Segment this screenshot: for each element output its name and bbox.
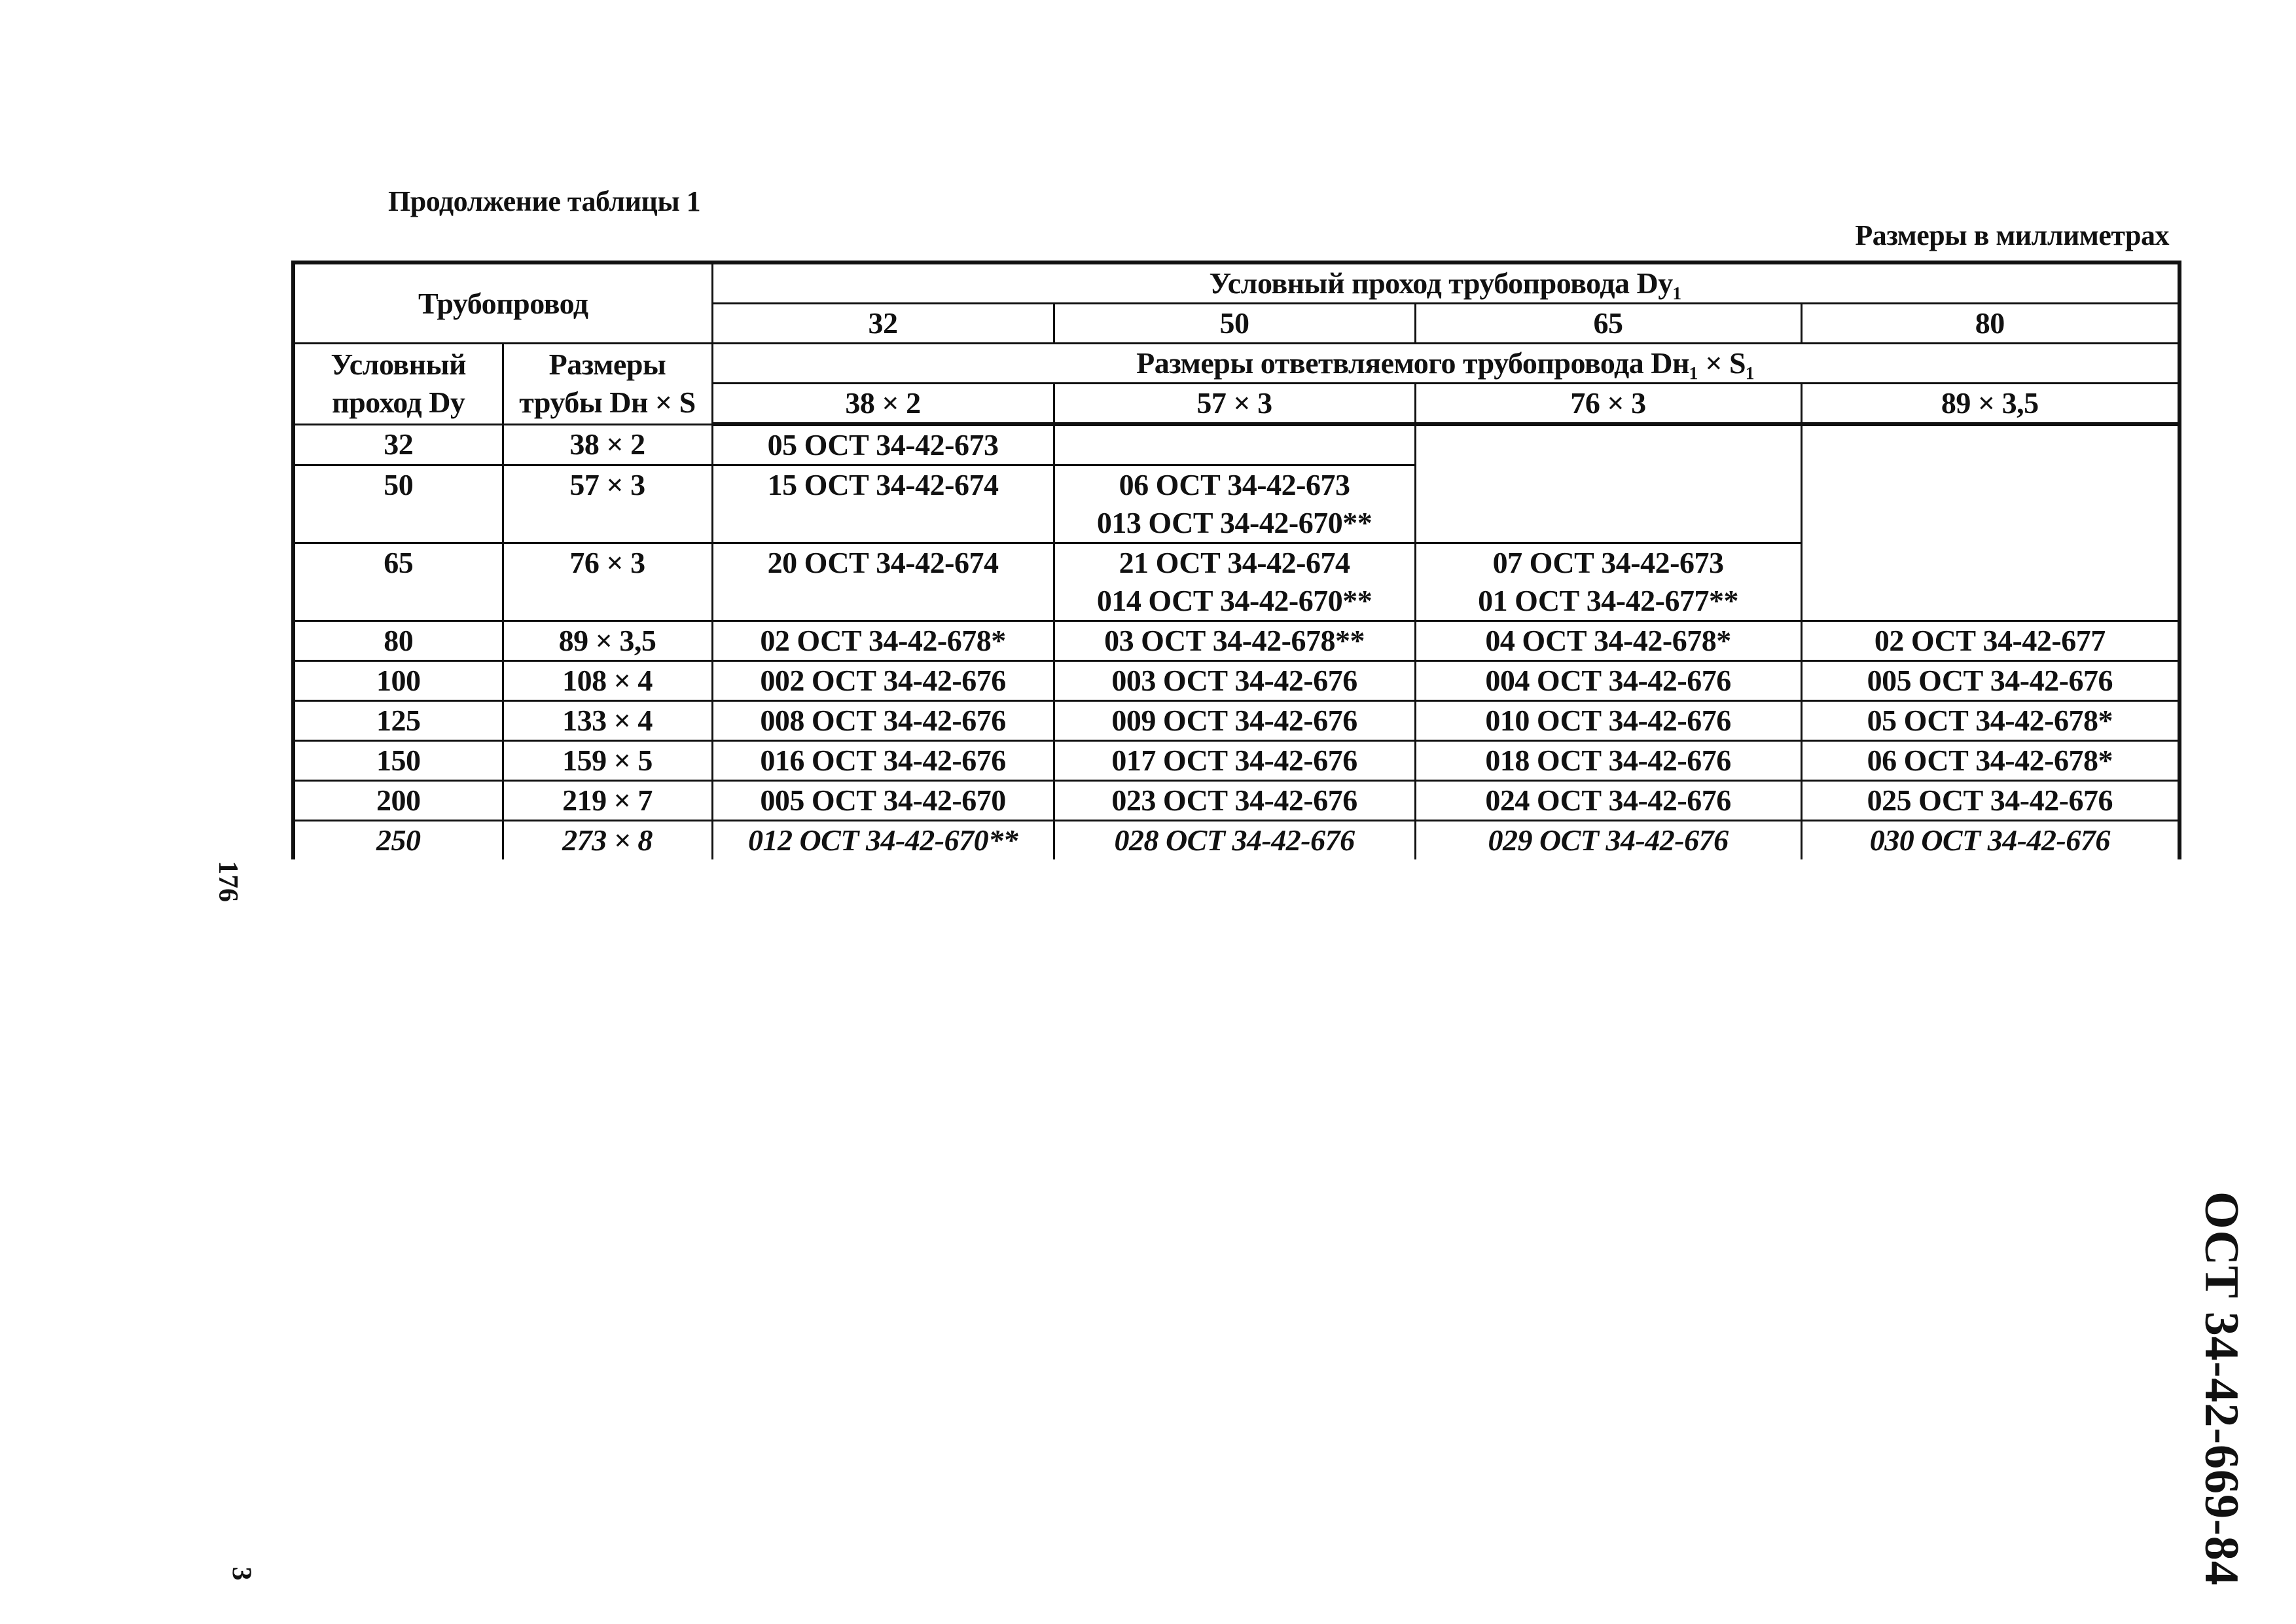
branch-size-header: 89 × 3,5 [1801,384,2179,425]
dy-cell: 125 [293,701,503,741]
pipe-size-header-line: Размеры [548,348,666,382]
pipe-size-cell: 89 × 3,5 [503,621,712,661]
branch-size-header: 38 × 2 [712,384,1054,425]
fitting-cell: 028 ОСТ 34-42-676 [1054,821,1415,860]
table-row [293,621,2179,661]
page-number: 3 [226,1566,257,1581]
pipeline-header: Трубопровод [293,262,712,344]
fitting-code: 05 ОСТ 34-42-673 [767,428,999,461]
header-row-1 [293,262,2179,304]
dy1-value-header: 32 [712,304,1054,344]
empty-cell [1801,424,2179,621]
fitting-cell: 008 ОСТ 34-42-676 [712,701,1054,741]
pipe-size-cell: 159 × 5 [503,741,712,781]
pipe-size-cell: 273 × 8 [503,821,712,860]
dy-cell: 100 [293,661,503,701]
fitting-cell: 010 ОСТ 34-42-676 [1415,701,1801,741]
fitting-cell: 023 ОСТ 34-42-676 [1054,781,1415,821]
fitting-code: 01 ОСТ 34-42-677** [1478,584,1738,617]
table-row [293,741,2179,781]
fitting-cell: 003 ОСТ 34-42-676 [1054,661,1415,701]
branch-group-header: Размеры ответвляемого трубопровода Dн₁ × S₁ [712,344,2179,384]
pipe-size-cell: 219 × 7 [503,781,712,821]
pipe-size-cell: 76 × 3 [503,543,712,621]
fitting-cell: 016 ОСТ 34-42-676 [712,741,1054,781]
dy1-group-header: Условный проход трубопровода Dy₁ [712,262,2179,304]
dy1-value-header: 50 [1054,304,1415,344]
fitting-cell: 02 ОСТ 34-42-677 [1801,621,2179,661]
pipe-size-cell: 133 × 4 [503,701,712,741]
branch-size-header: 57 × 3 [1054,384,1415,425]
dy-cell: 200 [293,781,503,821]
pipe-size-header-line: трубы Dн × S [519,386,696,420]
dy-cell: 32 [293,424,503,465]
fitting-cell: 012 ОСТ 34-42-670** [712,821,1054,860]
pipe-size-cell: 108 × 4 [503,661,712,701]
fitting-cell [712,543,1054,621]
dy-cell: 250 [293,821,503,860]
fitting-cell: 04 ОСТ 34-42-678* [1415,621,1801,661]
document-code: ОСТ 34-42-669-84 [2195,1191,2248,1586]
fitting-cell [712,424,1054,465]
fitting-cell: 024 ОСТ 34-42-676 [1415,781,1801,821]
fitting-code: 014 ОСТ 34-42-670** [1096,584,1372,617]
dy1-value-header: 80 [1801,304,2179,344]
dy1-value-header: 65 [1415,304,1801,344]
fitting-code: 20 ОСТ 34-42-674 [767,546,999,579]
fitting-cell: 030 ОСТ 34-42-676 [1801,821,2179,860]
table-row [293,701,2179,741]
dy-header-line: Условный [331,348,467,382]
fitting-cell: 002 ОСТ 34-42-676 [712,661,1054,701]
fitting-cell: 05 ОСТ 34-42-678* [1801,701,2179,741]
fittings-table [291,261,2181,859]
pipe-size-cell: 38 × 2 [503,424,712,465]
fitting-cell [1054,465,1415,543]
fitting-cell: 029 ОСТ 34-42-676 [1415,821,1801,860]
pipe-size-cell: 57 × 3 [503,465,712,543]
fitting-cell: 017 ОСТ 34-42-676 [1054,741,1415,781]
fitting-cell: 005 ОСТ 34-42-676 [1801,661,2179,701]
dy-cell: 80 [293,621,503,661]
fitting-cell [1415,543,1801,621]
table-row [293,821,2179,860]
dy-cell: 65 [293,543,503,621]
empty-cell [1415,424,1801,543]
dy-cell: 150 [293,741,503,781]
fitting-cell: 025 ОСТ 34-42-676 [1801,781,2179,821]
table-row [293,781,2179,821]
fitting-cell [1054,543,1415,621]
fitting-cell: 03 ОСТ 34-42-678** [1054,621,1415,661]
fitting-code: 07 ОСТ 34-42-673 [1492,546,1724,579]
branch-size-header: 76 × 3 [1415,384,1801,425]
fitting-cell: 005 ОСТ 34-42-670 [712,781,1054,821]
page-number-rotated: 176 [213,861,243,902]
fitting-code: 15 ОСТ 34-42-674 [767,468,999,501]
dy-cell: 50 [293,465,503,543]
fitting-cell: 02 ОСТ 34-42-678* [712,621,1054,661]
fitting-cell: 004 ОСТ 34-42-676 [1415,661,1801,701]
header-row-3 [293,344,2179,384]
dy-header-line: проход Dy [332,386,465,420]
table-row [293,661,2179,701]
fitting-cell: 009 ОСТ 34-42-676 [1054,701,1415,741]
table-row [293,424,2179,465]
fitting-code: 013 ОСТ 34-42-670** [1096,506,1372,539]
table-caption: Продолжение таблицы 1 [388,185,701,217]
fitting-code: 06 ОСТ 34-42-673 [1119,468,1350,501]
units-note: Размеры в миллиметрах [1855,219,2169,251]
empty-cell [1054,424,1415,465]
fitting-code: 21 ОСТ 34-42-674 [1119,546,1350,579]
fitting-cell: 06 ОСТ 34-42-678* [1801,741,2179,781]
dy-header [293,344,503,425]
fitting-cell: 018 ОСТ 34-42-676 [1415,741,1801,781]
pipe-size-header [503,344,712,425]
fitting-cell [712,465,1054,543]
